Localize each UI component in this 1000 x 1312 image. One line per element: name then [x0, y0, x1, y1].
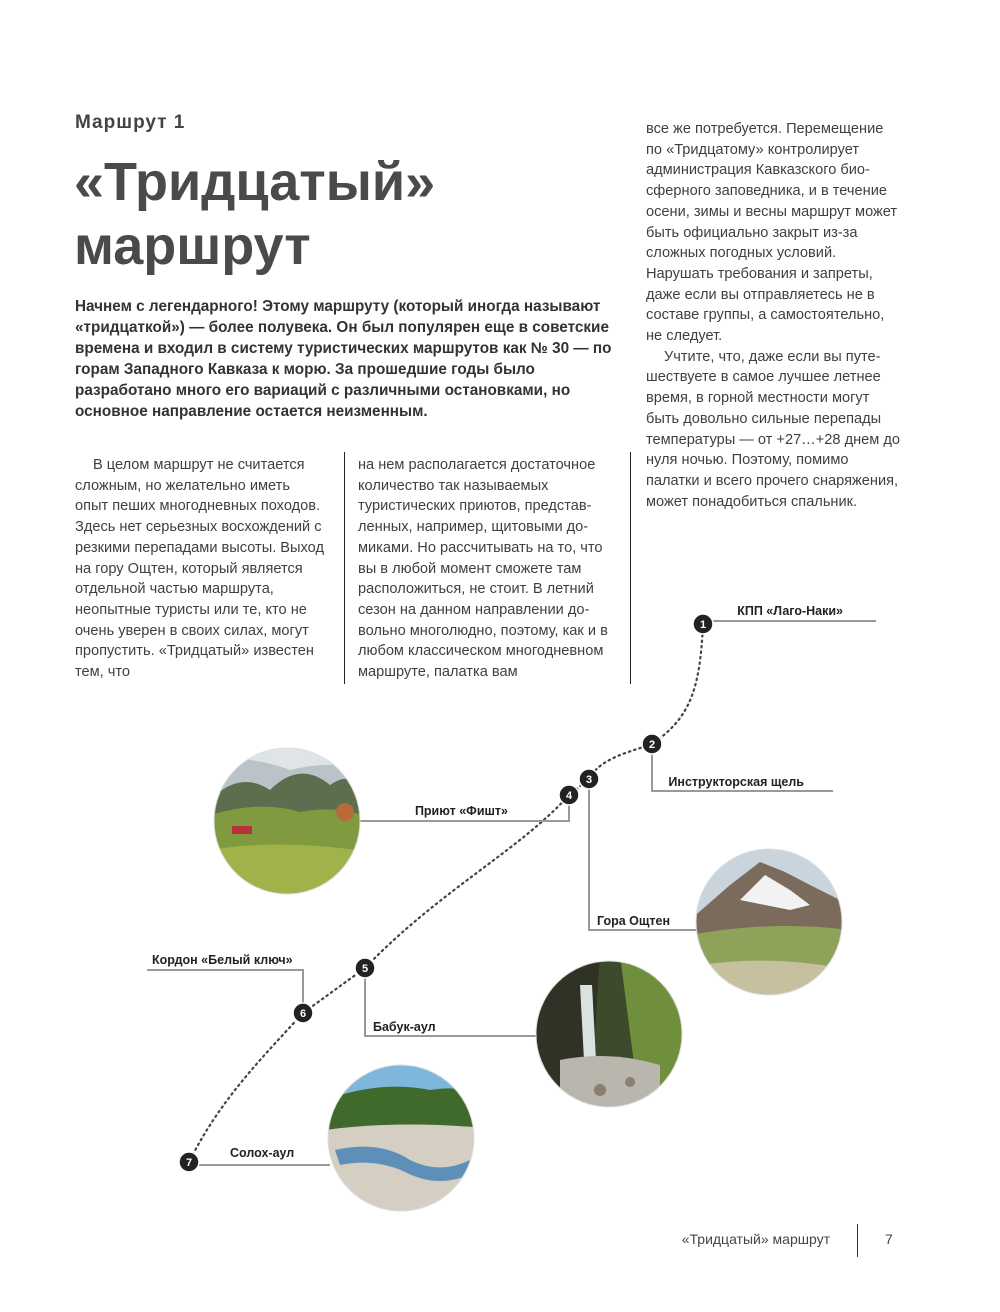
running-title: «Тридцатый» маршрут	[681, 1231, 830, 1247]
stop-marker-2	[642, 734, 662, 754]
svg-text:2: 2	[648, 739, 656, 751]
stop-marker-4	[559, 785, 579, 805]
body-column-2: на нем располагается достаточное количество так называемых туристических приютов, представленных, например, щитовыми домиками. Но рассчитывать на то, что вы в любой момент сможете там расположиться, не стоит. В летний сезон на данном направлении довольно многолюдно, поэтому, как и в любом классическом многодневном маршруте, палатка вам	[358, 457, 608, 681]
stop-label: Инструкторская щель	[668, 775, 804, 789]
footer-divider	[857, 1224, 858, 1257]
svg-text:7: 7	[185, 1157, 193, 1169]
stop-marker-5	[355, 958, 375, 978]
stop-marker-1	[693, 614, 713, 634]
photo-solokh-river	[325, 1060, 485, 1220]
stop-marker-7	[179, 1152, 199, 1172]
leader-line	[147, 970, 303, 1013]
photo-oshten-mountain	[690, 845, 850, 1005]
photo-babuk-waterfall	[530, 955, 690, 1115]
stop-label: Кордон «Белый ключ»	[152, 953, 293, 967]
body-column-3-paragraph-1: все же потребуется. Перемещение по «Тридцатому» контролирует администрация Кавказского биосферного заповедника, и в течение осени, зимы и весны маршрут может быть официально закрыт из-за сложных погодных условий. Нарушать требования и запреты, даже если вы отправляетесь не в составе группы, а самостоятельно, не следует.	[646, 121, 898, 345]
page-number: 7	[885, 1231, 893, 1247]
stop-label: Приют «Фишт»	[414, 804, 508, 818]
leader-line	[703, 621, 876, 624]
svg-text:3: 3	[585, 774, 593, 786]
svg-text:1: 1	[699, 619, 707, 631]
stop-marker-3	[579, 769, 599, 789]
stop-label: Гора Ощтен	[597, 914, 671, 928]
stop-marker-6	[293, 1003, 313, 1023]
body-column-3-paragraph-2: Учтите, что, даже если вы путешествуете в самое лучшее летнее время, в горной местности могут быть довольно сильные перепады температуры — от +27…+28 днем до нуля ночью. Поэтому, помимо палатки и всего прочего снаряжения, может понадобиться спальник.	[646, 348, 900, 510]
svg-text:4: 4	[565, 790, 573, 802]
section-kicker: Маршрут 1	[75, 112, 186, 133]
body-column-1: В целом маршрут не считается сложным, но желательно иметь опыт пеших многодневных походов. Здесь нет серьезных восхождений с резкими перепадами высоты. Выход на гору Ощтен, который является отдельной частью маршрута, неопытные туристы или те, кто не очень уверен в своих силах, могут пропустить. «Тридцатый» известен тем, что	[75, 457, 324, 681]
page-title: «Тридцатый» маршрут	[74, 152, 436, 276]
leader-line	[189, 1162, 330, 1165]
stop-label: КПП «Лаго-Наки»	[737, 604, 843, 618]
lead-paragraph: Начнем с легендарного! Этому маршруту (который иногда называют «тридцаткой») — более полувека. Он был популярен еще в советские времена и входил в систему туристических маршрутов как № 30 — по горам Западного Кавказа к морю. За прошедшие годы было разработано много его вариаций с различными остановками, но основное направление остается неизменным.	[75, 298, 612, 420]
svg-text:6: 6	[299, 1008, 307, 1020]
leader-line	[589, 779, 696, 930]
svg-text:5: 5	[361, 963, 369, 975]
photo-fisht-shelter	[210, 745, 370, 905]
stop-label: Солох-аул	[230, 1146, 295, 1160]
stop-label: Бабук-аул	[373, 1020, 436, 1034]
